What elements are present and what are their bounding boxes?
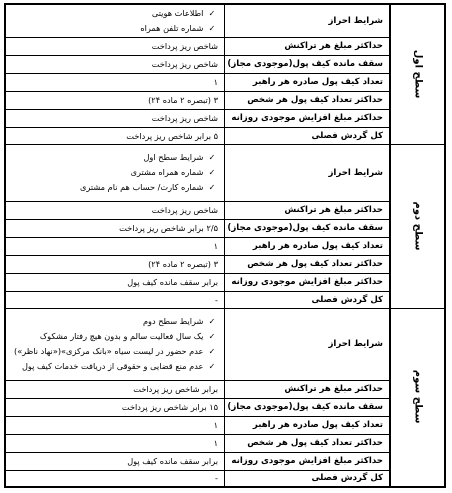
tier-name-cell xyxy=(390,308,445,487)
check-icon: ✓ xyxy=(208,362,216,371)
tier-name-cell xyxy=(390,144,445,308)
table-row xyxy=(5,73,445,91)
row-value: ۱۵ برابر شاخص ریز پرداخت xyxy=(5,398,225,416)
row-label: حداکثر مبلغ هر تراکنش xyxy=(225,201,391,219)
table-row xyxy=(5,470,445,487)
row-label: سقف مانده کیف پول(موجودی مجاز) xyxy=(225,55,391,73)
row-label: حداکثر تعداد کیف پول هر شخص xyxy=(225,255,391,273)
table-row xyxy=(5,55,445,73)
requirement-item xyxy=(12,344,218,359)
table-row xyxy=(5,380,445,398)
row-value: شاخص ریز پرداخت xyxy=(5,201,225,219)
table-row xyxy=(5,291,445,308)
row-label: حداکثر مبلغ هر تراکنش xyxy=(225,37,391,55)
check-icon: ✓ xyxy=(208,347,216,356)
requirement-item xyxy=(12,314,218,329)
row-label: تعداد کیف پول صادره هر راهبر xyxy=(225,416,391,434)
requirement-text: شماره کارت/ حساب هم نام مشتری xyxy=(79,182,204,192)
wallet-levels-table xyxy=(4,3,446,488)
table-row xyxy=(5,4,445,37)
row-label: سقف مانده کیف پول(موجودی مجاز) xyxy=(225,398,391,416)
requirement-item xyxy=(12,21,218,36)
row-value: شاخص ریز پرداخت xyxy=(5,109,225,127)
check-icon: ✓ xyxy=(208,168,216,177)
table-row xyxy=(5,255,445,273)
requirement-text: عدم منع قضایی و حقوقی از دریافت خدمات کیف پول xyxy=(21,361,204,371)
table-row xyxy=(5,127,445,144)
tier-name: سطح دوم xyxy=(412,201,424,251)
table-row xyxy=(5,201,445,219)
check-icon: ✓ xyxy=(208,317,216,326)
row-label: حداکثر مبلغ افزایش موجودی روزانه xyxy=(225,273,391,291)
requirement-text: شرایط سطح اول xyxy=(143,152,204,162)
row-label: تعداد کیف پول صادره هر راهبر xyxy=(225,237,391,255)
row-value: - xyxy=(5,291,225,308)
table-row xyxy=(5,91,445,109)
row-value xyxy=(5,4,225,37)
row-label: تعداد کیف پول صادره هر راهبر xyxy=(225,73,391,91)
check-icon: ✓ xyxy=(208,332,216,341)
row-label: حداکثر مبلغ افزایش موجودی روزانه xyxy=(225,452,391,470)
table-row xyxy=(5,219,445,237)
table-row xyxy=(5,109,445,127)
row-value: برابر سقف مانده کیف پول xyxy=(5,273,225,291)
requirement-item xyxy=(12,180,218,195)
requirement-text: شماره همراه مشتری xyxy=(130,167,204,177)
row-label: کل گردش فصلی xyxy=(225,127,391,144)
tier-name: سطح اول xyxy=(412,49,424,99)
requirement-item xyxy=(12,150,218,165)
requirement-text: شماره تلفن همراه xyxy=(140,22,204,33)
check-icon: ✓ xyxy=(208,23,216,33)
row-label: شرایط احراز xyxy=(225,308,391,380)
requirement-item xyxy=(12,165,218,180)
row-value: ۳ (تبصره ۲ ماده ۲۴) xyxy=(5,255,225,273)
tier-name: سطح سوم xyxy=(412,370,424,424)
document xyxy=(4,3,446,488)
row-label: حداکثر تعداد کیف پول هر شخص xyxy=(225,434,391,452)
requirement-text: یک سال فعالیت سالم و بدون هیچ رفتار مشکوک xyxy=(39,331,204,341)
row-label: حداکثر مبلغ هر تراکنش xyxy=(225,380,391,398)
row-value xyxy=(5,308,225,380)
row-value xyxy=(5,144,225,201)
row-value: ۱ xyxy=(5,434,225,452)
table-row xyxy=(5,37,445,55)
requirement-text: اطلاعات هویتی xyxy=(151,7,204,18)
row-value: ۱ xyxy=(5,416,225,434)
row-value: ۵ برابر شاخص ریز پرداخت xyxy=(5,127,225,144)
row-value: برابر سقف مانده کیف پول xyxy=(5,452,225,470)
table-row xyxy=(5,416,445,434)
table-row xyxy=(5,237,445,255)
row-value: شاخص ریز پرداخت xyxy=(5,37,225,55)
table-body xyxy=(5,4,445,487)
table-row xyxy=(5,434,445,452)
row-value: شاخص ریز پرداخت xyxy=(5,55,225,73)
table-row xyxy=(5,398,445,416)
table-row xyxy=(5,144,445,201)
table-row xyxy=(5,273,445,291)
requirement-text: شرایط سطح دوم xyxy=(142,316,204,326)
row-label: شرایط احراز xyxy=(225,144,391,201)
row-label: کل گردش فصلی xyxy=(225,470,391,487)
row-value: ۱ xyxy=(5,237,225,255)
check-icon: ✓ xyxy=(208,8,216,18)
row-label: حداکثر تعداد کیف پول هر شخص xyxy=(225,91,391,109)
row-label: کل گردش فصلی xyxy=(225,291,391,308)
check-icon: ✓ xyxy=(208,153,216,162)
table-row xyxy=(5,308,445,380)
check-icon: ✓ xyxy=(208,183,216,192)
row-value: - xyxy=(5,470,225,487)
requirement-item xyxy=(12,6,218,21)
requirement-item xyxy=(12,359,218,374)
row-value: ۳ (تبصره ۲ ماده ۲۴) xyxy=(5,91,225,109)
row-label: شرایط احراز xyxy=(225,4,391,37)
tier-name-cell xyxy=(390,4,445,144)
requirement-text: عدم حضور در لیست سیاه «بانک مرکزی»(«نهاد ناظر») xyxy=(14,346,204,356)
row-value: برابر شاخص ریز پرداخت xyxy=(5,380,225,398)
row-value: ۱ xyxy=(5,73,225,91)
row-label: حداکثر مبلغ افزایش موجودی روزانه xyxy=(225,109,391,127)
row-value: ۲/۵ برابر شاخص ریز پرداخت xyxy=(5,219,225,237)
requirement-item xyxy=(12,329,218,344)
row-label: سقف مانده کیف پول(موجودی مجاز) xyxy=(225,219,391,237)
table-row xyxy=(5,452,445,470)
